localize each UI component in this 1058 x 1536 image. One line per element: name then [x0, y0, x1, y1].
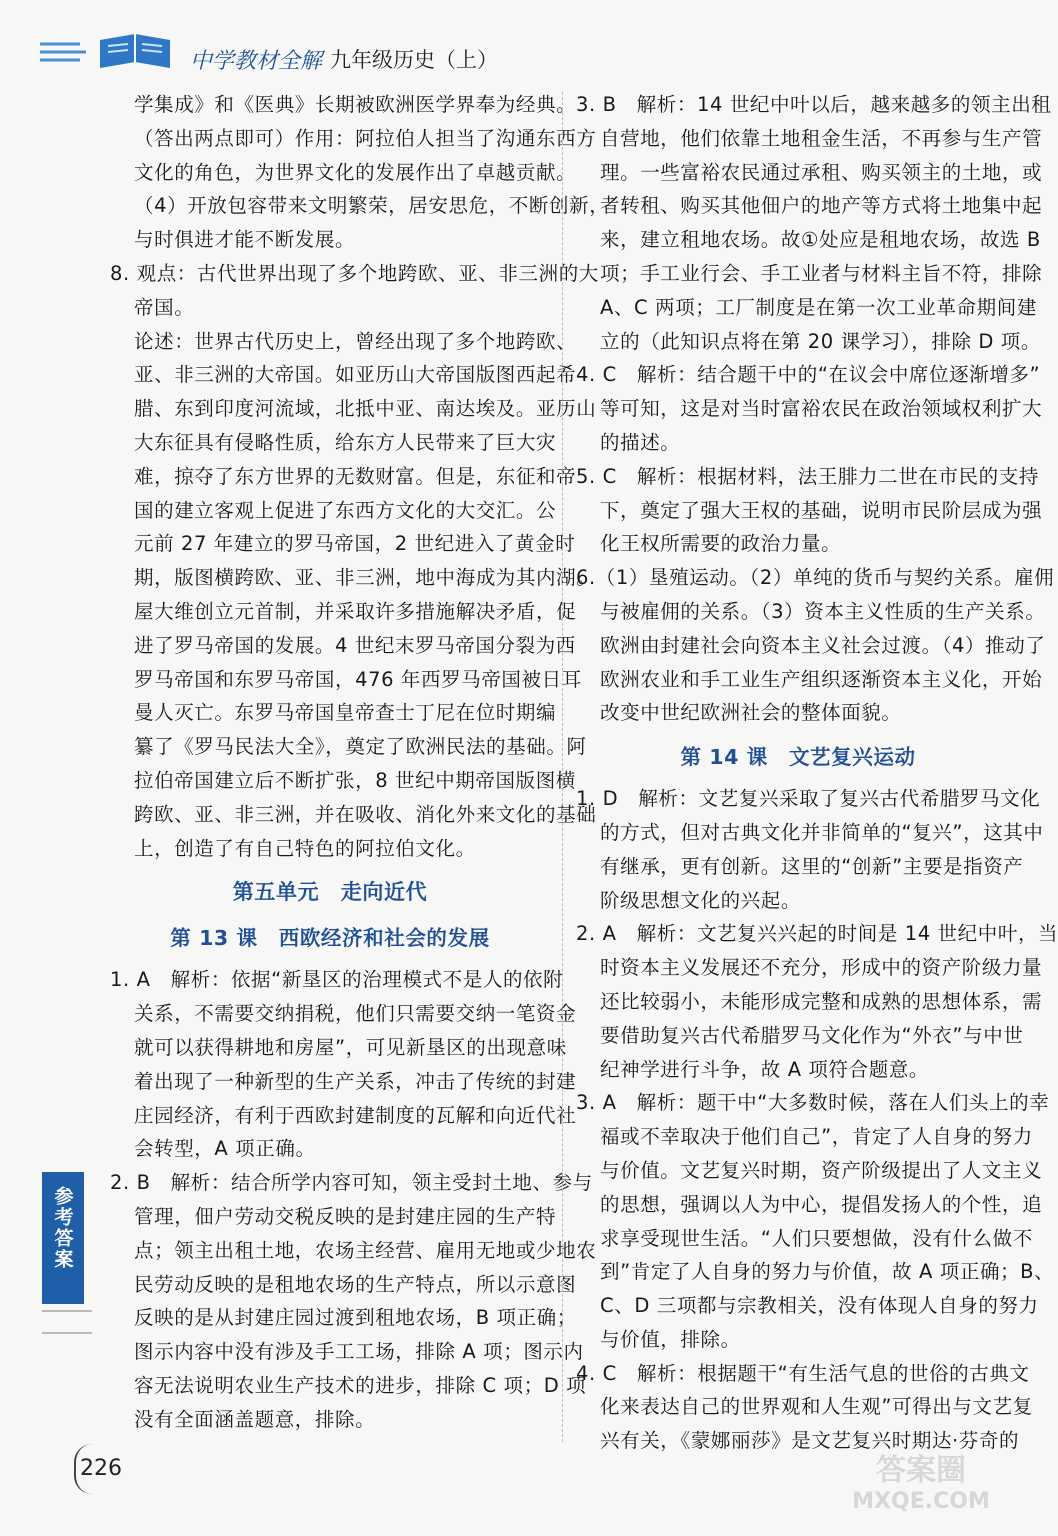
text-line: 容无法说明农业生产技术的进步，排除 C 项；D 项 [134, 1373, 587, 1397]
text-line: 欧洲由封建社会向资本主义社会过渡。（4）推动了 [600, 633, 1046, 657]
text-line: 元前 27 年建立的罗马帝国，2 世纪进入了黄金时 [134, 532, 576, 556]
text-line: 下，奠定了强大王权的基础，说明市民阶层成为强 [600, 498, 1043, 522]
text-line: 的方式，但对古典文化并非简单的“复兴”，这其中 [600, 820, 1044, 844]
brand-title: 中学教材全解 [190, 49, 323, 74]
text-line: 与价值。文艺复兴时期，资产阶级提出了人文主义 [600, 1158, 1043, 1182]
text-line: 纪神学进行斗争，故 A 项符合题意。 [600, 1057, 930, 1081]
text-line: 拉伯帝国建立后不断扩张，8 世纪中期帝国版图横 [134, 768, 576, 792]
text-line: 还比较弱小，未能形成完整和成熟的思想体系，需 [600, 989, 1043, 1013]
text-line: 进了罗马帝国的发展。4 世纪末罗马帝国分裂为西 [134, 633, 576, 657]
text-line: 求享受现世生活。“人们只要想做，没有什么做不 [600, 1226, 1033, 1250]
text-line: 跨欧、亚、非三洲，并在吸收、消化外来文化的基础 [134, 802, 597, 826]
watermark-logo-icon [816, 1446, 1026, 1516]
text-line: 时资本主义发展还不充分，形成中的资产阶级力量 [600, 956, 1043, 980]
svg-text:MXQE.COM: MXQE.COM [852, 1489, 990, 1514]
text-line: 关系，不需要交纳捐税，他们只需要交纳一笔资金 [134, 1002, 577, 1026]
text-line: 罗马帝国和东罗马帝国，476 年西罗马帝国被日耳 [134, 667, 582, 691]
text-line: 学集成》和《医典》长期被欧洲医学界奉为经典。 [134, 93, 577, 116]
text-line: 4. C 解析：结合题干中的“在议会中席位逐渐增多” [576, 363, 1041, 387]
right-column [576, 88, 1058, 1458]
text-line: 与时俱进才能不断发展。 [134, 228, 356, 252]
text-line: 立的（此知识点将在第 20 课学习），排除 D 项。 [600, 329, 1041, 353]
text-line: 项；手工业行会、手工业者与材料主旨不符，排除 [600, 261, 1043, 285]
text-line: 化王权所需要的政治力量。 [600, 532, 842, 556]
text-line: 要借助复兴古代希腊罗马文化作为“外衣”与中世 [600, 1023, 1024, 1047]
text-line: 没有全面涵盖题意，排除。 [134, 1407, 376, 1431]
text-line: 5. C 解析：根据材料，法王腓力二世在市民的支持 [576, 464, 1039, 488]
text-line: 理。一些富裕农民通过承租、购买领主的土地，或 [600, 160, 1043, 184]
text-line: 会转型，A 项正确。 [134, 1137, 316, 1161]
text-line: 自营地，他们依靠土地租金生活，不再参与生产管 [600, 126, 1043, 150]
text-line: 4. C 解析：根据题干“有生活气息的世俗的古典文 [576, 1361, 1030, 1385]
text-line: 就可以获得耕地和房屋”，可见新垦区的出现意味 [134, 1035, 567, 1059]
text-line: 1. A 解析：依据“新垦区的治理模式不是人的依附 [110, 968, 564, 992]
text-line: 管理，佃户劳动交税反映的是封建庄园的生产特 [134, 1204, 557, 1228]
section-tab-label: 参考答案 [51, 1186, 74, 1270]
text-line: 文化的角色，为世界文化的发展作出了卓越贡献。 [134, 160, 577, 184]
text-line: 阶级思想文化的兴起。 [600, 888, 802, 912]
section-heading: 第 13 课 西欧经济和社会的发展 [170, 926, 490, 951]
text-line: 欧洲农业和手工业生产组织逐渐资本主义化，开始 [600, 667, 1043, 691]
text-line: 图示内容中没有涉及手工工场，排除 A 项；图示内 [134, 1340, 584, 1364]
text-line: 兴有关，《蒙娜丽莎》是文艺复兴时期达·芬奇的 [600, 1429, 1020, 1453]
column-divider [562, 92, 563, 1442]
left-column [110, 88, 610, 1436]
text-line: 亚、非三洲的大帝国。如亚历山大帝国版图西起希 [134, 363, 577, 387]
section-heading: 第 14 课 文艺复兴运动 [680, 745, 916, 770]
text-line: 屋大维创立元首制，并采取许多措施解决矛盾，促 [134, 599, 577, 623]
text-line: 到”肯定了人自身的努力与价值，故 A 项正确；B、 [600, 1260, 1055, 1284]
text-line: 与被雇佣的关系。（3）资本主义性质的生产关系。 [600, 599, 1046, 623]
text-line: 福或不幸取决于他们自己”，肯定了人自身的努力 [600, 1125, 1033, 1149]
text-line: 有继承，更有创新。这里的“创新”主要是指资产 [600, 854, 1024, 878]
text-line: 反映的是从封建庄园过渡到租地农场，B 项正确； [134, 1306, 577, 1330]
text-line: 化来表达自己的世界观和人生观”可得出与文艺复 [600, 1395, 1033, 1419]
text-line: 等可知，这是对当时富裕农民在政治领域权利扩大 [600, 397, 1043, 421]
text-line: 民劳动反映的是租地农场的生产特点，所以示意图 [134, 1272, 577, 1296]
text-line: 者转租、购买其他佃户的地产等方式将土地集中起 [600, 194, 1043, 218]
svg-text:答案圈: 答案圈 [876, 1453, 966, 1488]
text-line: 国的建立客观上促进了东西方文化的大交汇。公 [134, 498, 557, 522]
page-header [0, 0, 1056, 80]
text-line: 点；领主出租土地，农场主经营、雇用无地或少地农 [134, 1238, 597, 1262]
book-logo-icon [40, 30, 190, 74]
text-line: 3. A 解析：题干中“大多数时候，落在人们头上的幸 [576, 1091, 1050, 1115]
text-line: A、C 两项；工厂制度是在第一次工业革命期间建 [600, 295, 1037, 319]
text-line: 纂了《罗马民法大全》，奠定了欧洲民法的基础。阿 [134, 735, 587, 759]
text-line: 帝国。 [134, 295, 195, 319]
section-tab [42, 1172, 84, 1304]
book-title: 九年级历史（上） [330, 48, 498, 72]
text-line: 来，建立租地农场。故①处应是租地农场，故选 B [600, 228, 1041, 252]
text-line: 与价值，排除。 [600, 1327, 741, 1351]
text-line: 1. D 解析：文艺复兴采取了复兴古代希腊罗马文化 [576, 787, 1041, 811]
text-line: 庄园经济，有利于西欧封建制度的瓦解和向近代社 [134, 1103, 577, 1127]
text-line: 上，创造了有自己特色的阿拉伯文化。 [134, 836, 476, 860]
text-line: 8. 观点：古代世界出现了多个地跨欧、亚、非三洲的大 [110, 261, 599, 285]
text-line: （4）开放包容带来文明繁荣，居安思危，不断创新， [134, 194, 610, 218]
text-line: 曼人灭亡。东罗马帝国皇帝查士丁尼在位时期编 [134, 701, 557, 725]
page-number: 226 [80, 1456, 122, 1481]
text-line: 腊、东到印度河流域，北抵中亚、南达埃及。亚历山 [134, 397, 597, 421]
text-line: 的描述。 [600, 430, 681, 454]
tab-decoration [42, 1310, 92, 1334]
text-line: 大东征具有侵略性质，给东方人民带来了巨大灾 [134, 430, 557, 454]
text-line: （答出两点即可）作用：阿拉伯人担当了沟通东西方 [134, 126, 597, 150]
text-line: 期，版图横跨欧、亚、非三洲，地中海成为其内湖。 [134, 566, 597, 590]
text-line: 的思想，强调以人为中心，提倡发扬人的个性，追 [600, 1192, 1043, 1216]
text-line: 难，掠夺了东方世界的无数财富。但是，东征和帝 [134, 464, 577, 488]
text-line: 3. B 解析：14 世纪中叶以后，越来越多的领主出租 [576, 93, 1052, 116]
text-line: 6.（1）垦殖运动。（2）单纯的货币与契约关系。雇佣 [576, 566, 1055, 590]
text-line: 论述：世界古代历史上，曾经出现了多个地跨欧、 [134, 329, 577, 353]
text-line: C、D 三项都与宗教相关，没有体现人自身的努力 [600, 1294, 1039, 1318]
text-line: 2. A 解析：文艺复兴兴起的时间是 14 世纪中叶，当 [576, 922, 1058, 946]
text-line: 2. B 解析：结合所学内容可知，领主受封土地、参与 [110, 1171, 593, 1195]
text-line: 改变中世纪欧洲社会的整体面貌。 [600, 701, 902, 725]
text-line: 着出现了一种新型的生产关系，冲击了传统的封建 [134, 1069, 577, 1093]
section-heading: 第五单元 走向近代 [232, 880, 428, 905]
